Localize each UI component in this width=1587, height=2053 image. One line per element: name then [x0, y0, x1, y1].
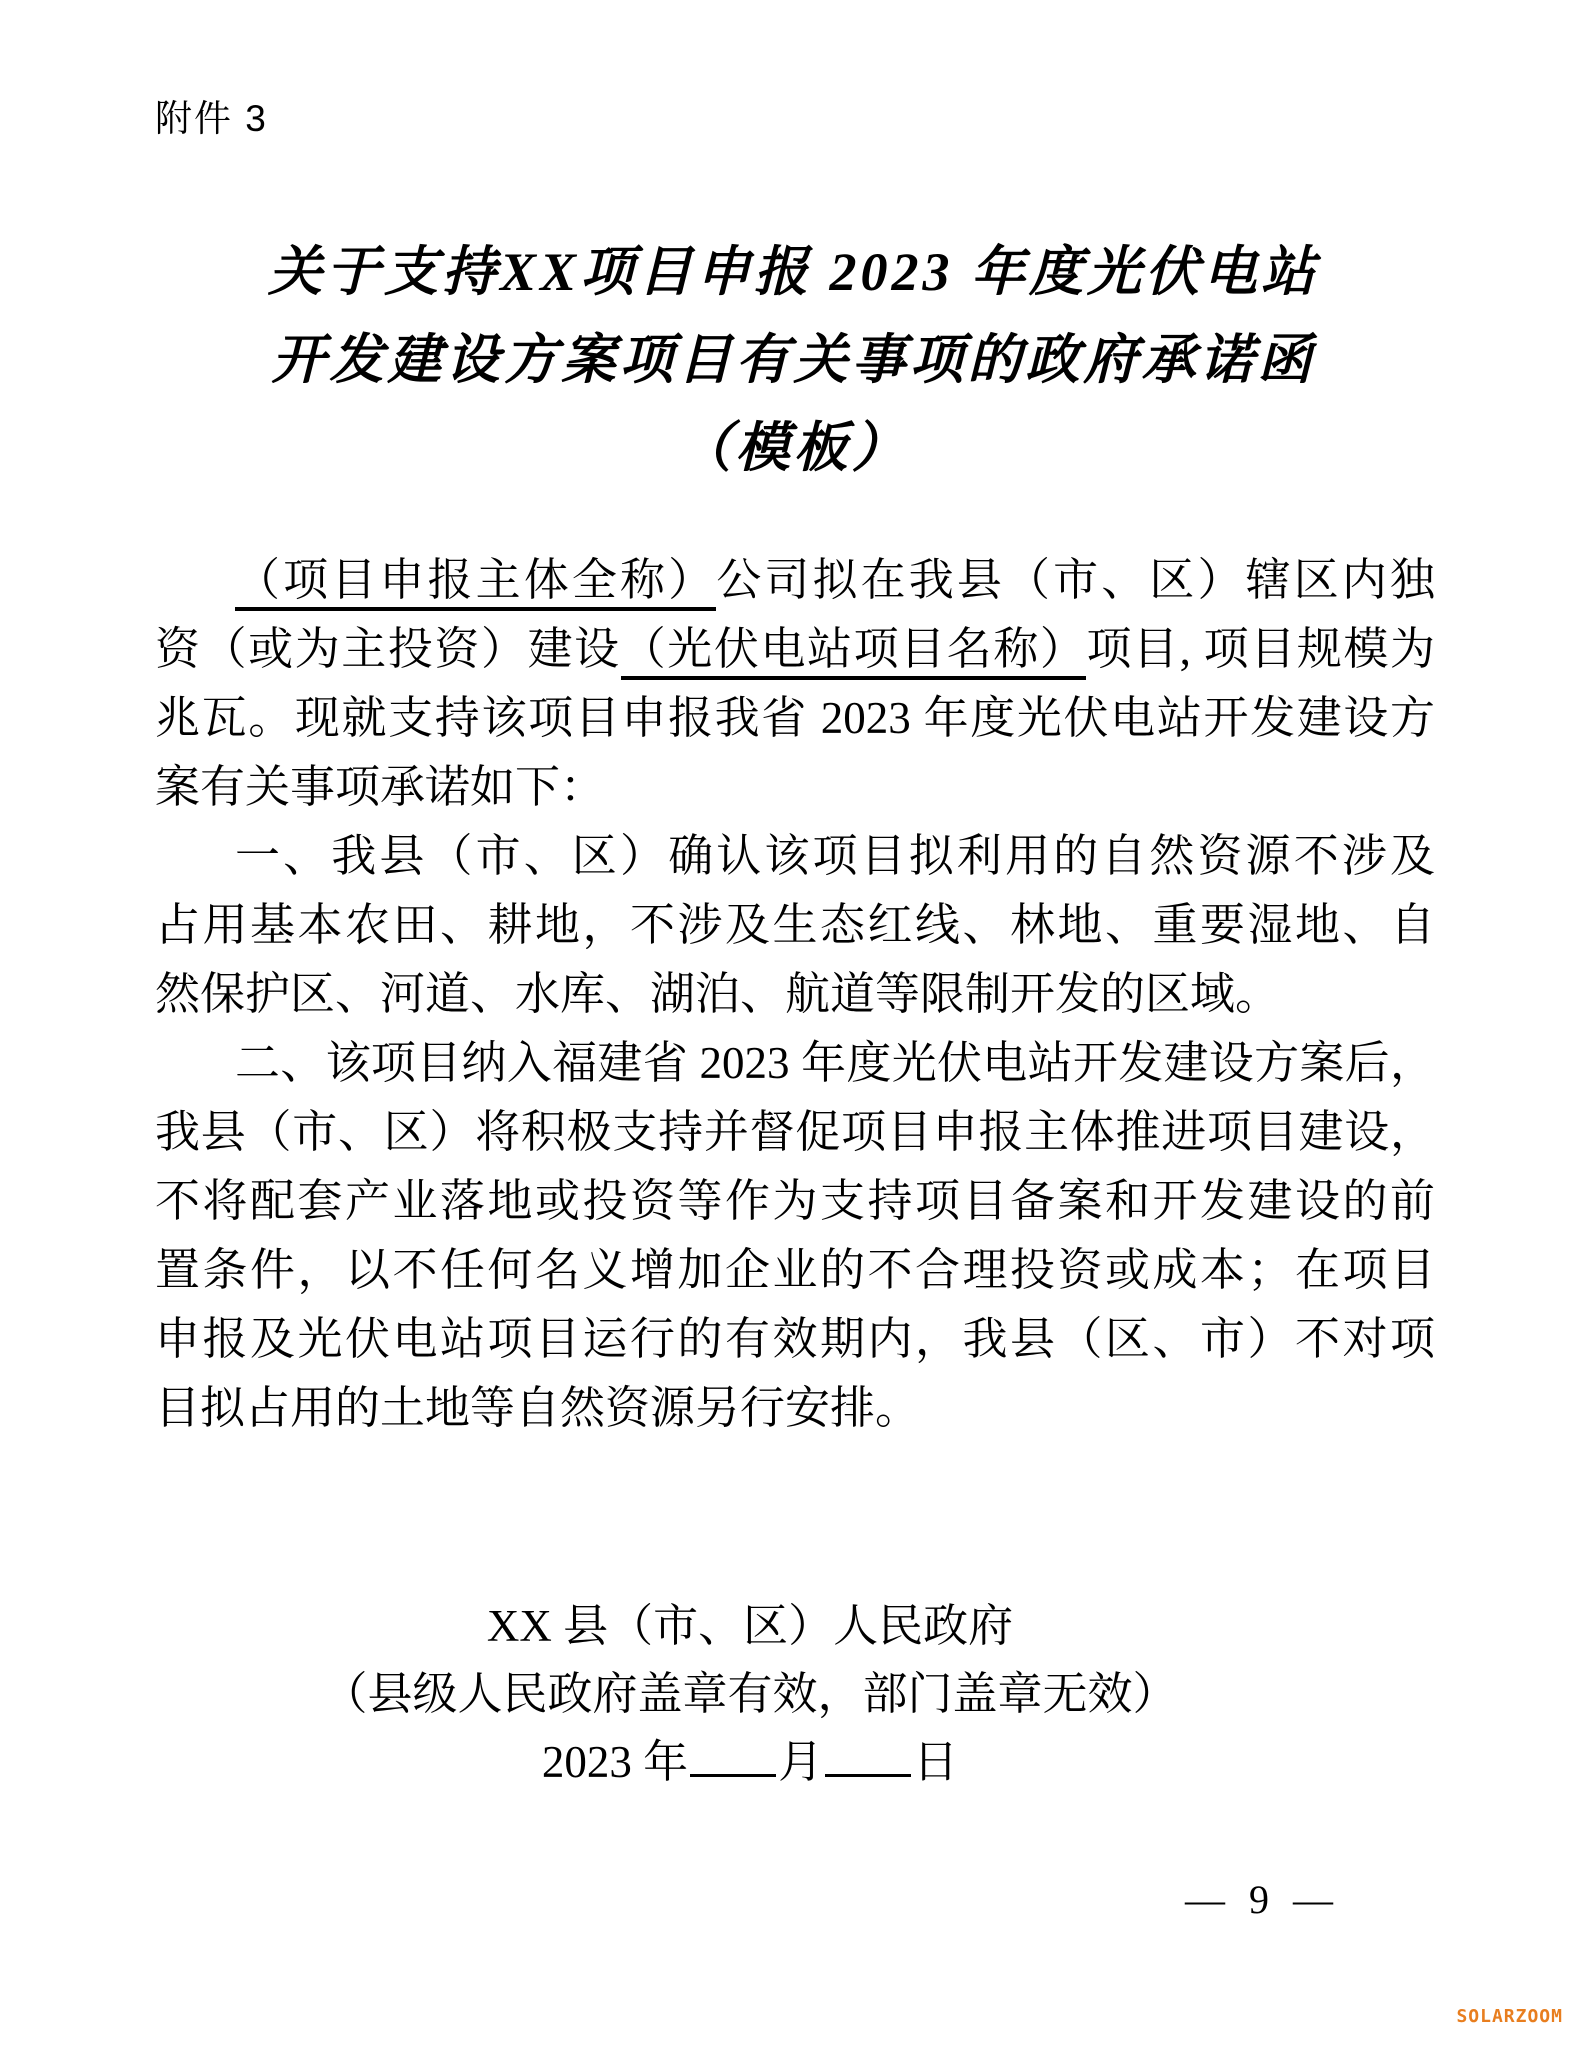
date-month-blank: [690, 1736, 776, 1777]
signature-date: [155, 1728, 1345, 1796]
body-line: [155, 753, 1435, 822]
body-line: [155, 1374, 1435, 1443]
solarzoom-watermark: SOLARZOOM: [1456, 2006, 1563, 2027]
body-text: 置条件，以不任何名义增加企业的不合理投资或成本；在项目: [155, 1245, 1435, 1295]
body-text: 二、该项目纳入福建省 2023 年度光伏电站开发建设方案后，: [235, 1038, 1435, 1088]
body-text: 案有关事项承诺如下：: [155, 762, 606, 812]
date-day-blank: [825, 1736, 911, 1777]
page-number: — 9 —: [1185, 1877, 1333, 1922]
body-text: 不将配套产业落地或投资等作为支持项目备案和开发建设的前: [155, 1176, 1435, 1226]
attachment-label: 附件 3: [155, 98, 268, 139]
body-text: 我县（市、区）将积极支持并督促项目申报主体推进项目建设，: [155, 1107, 1435, 1157]
document-body: [155, 546, 1435, 1443]
title-line-3: （模板）: [677, 418, 910, 478]
title-line-2: 开发建设方案项目有关事项的政府承诺函: [271, 330, 1316, 390]
fill-in-blank-underlined: （光伏电站项目名称）: [621, 624, 1087, 680]
body-text: 占用基本农田、耕地，不涉及生态红线、林地、重要湿地、自: [155, 900, 1435, 950]
body-line: [155, 1098, 1435, 1167]
body-line: [155, 1305, 1435, 1374]
body-text: 目拟占用的土地等自然资源另行安排。: [155, 1383, 921, 1433]
fill-in-blank-underlined: （项目申报主体全称）: [235, 555, 716, 611]
body-text: 项目, 项目规模为: [1086, 624, 1435, 674]
body-line: [155, 960, 1435, 1029]
body-line: [155, 546, 1435, 615]
body-line: [155, 684, 1435, 753]
document-title: [0, 228, 1587, 492]
title-line-1: 关于支持XX项目申报 2023 年度光伏电站: [267, 242, 1320, 302]
date-year-label: 2023 年: [541, 1737, 689, 1787]
signature-seal-note: （县级人民政府盖章有效，部门盖章无效）: [322, 1669, 1178, 1719]
body-line: [155, 1167, 1435, 1236]
body-line: [155, 822, 1435, 891]
body-text: 资（或为主投资）建设: [155, 624, 621, 674]
signature-block: [155, 1592, 1345, 1796]
body-line: [155, 1236, 1435, 1305]
signature-government: XX 县（市、区）人民政府: [486, 1601, 1014, 1651]
body-text: 然保护区、河道、水库、湖泊、航道等限制开发的区域。: [155, 969, 1281, 1019]
body-text: 一、我县（市、区）确认该项目拟利用的自然资源不涉及: [235, 831, 1435, 881]
date-month-label: 月: [778, 1737, 824, 1787]
date-day-label: 日: [913, 1737, 959, 1787]
body-line: [155, 615, 1435, 684]
body-line: [155, 1029, 1435, 1098]
body-text: 申报及光伏电站项目运行的有效期内，我县（区、市）不对项: [155, 1314, 1435, 1364]
body-text: 公司拟在我县（市、区）辖区内独: [716, 555, 1435, 605]
body-text: 兆瓦。现就支持该项目申报我省 2023 年度光伏电站开发建设方: [155, 693, 1435, 743]
body-line: [155, 891, 1435, 960]
